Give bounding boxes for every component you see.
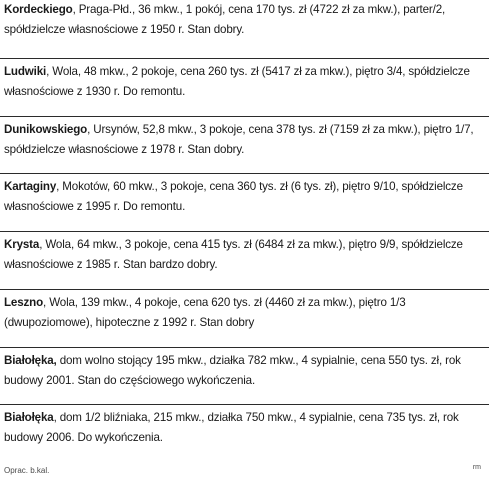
listing-entry xyxy=(0,0,489,58)
listing-details: , Ursynów, 52,8 mkw., 3 pokoje, cena 378 tys. zł (7159 zł za mkw.), piętro 1/7, spółdzielcze własnościowe z 1978 r. Stan dobry. xyxy=(4,122,474,156)
listing-street: Kartaginy xyxy=(4,180,57,194)
listing-entry xyxy=(0,173,489,231)
listing-entry xyxy=(0,289,489,347)
listing-entry xyxy=(0,58,489,116)
credit-text: Oprac. b.kal. xyxy=(4,466,50,475)
listing-details: , Wola, 48 mkw., 2 pokoje, cena 260 tys. zł (5417 zł za mkw.), piętro 3/4, spółdzielcze własnościowe z 1930 r. Do remontu. xyxy=(4,64,470,98)
listing-details: , Mokotów, 60 mkw., 3 pokoje, cena 360 tys. zł (6 tys. zł), piętro 9/10, spółdzielcze własnościowe z 1995 r. Do remontu. xyxy=(4,180,463,214)
footer xyxy=(0,463,489,480)
listing-details: , Praga-Płd., 36 mkw., 1 pokój, cena 170 tys. zł (4722 zł za mkw.), parter/2, spółdzielcze własnościowe z 1950 r. Stan dobry. xyxy=(4,3,446,36)
listing-street: Dunikowskiego xyxy=(4,122,88,136)
listing-street: Ludwiki xyxy=(4,64,47,78)
listing-street: Białołęka, xyxy=(4,353,57,367)
listing-street: Leszno xyxy=(4,295,44,309)
listing-street: Kordeckiego xyxy=(4,3,73,16)
listing-details: , dom 1/2 bliźniaka, 215 mkw., działka 750 mkw., 4 sypialnie, cena 735 tys. zł, rok budowy 2006. Do wykończenia. xyxy=(4,411,459,445)
author-mark: rm xyxy=(472,464,481,471)
listing-details: , Wola, 139 mkw., 4 pokoje, cena 620 tys. zł (4460 zł za mkw.), piętro 1/3 (dwupoziomowe), hipoteczne z 1992 r. Stan dobry xyxy=(4,295,406,329)
listing-entry xyxy=(0,404,489,462)
listing-street: Białołęka xyxy=(4,411,54,425)
listing-entry xyxy=(0,231,489,289)
listing-street: Krysta xyxy=(4,238,40,251)
listing-details: , Wola, 64 mkw., 3 pokoje, cena 415 tys. zł (6484 zł za mkw.), piętro 9/9, spółdzielcze własnościowe z 1985 r. Stan bardzo dobry. xyxy=(4,238,463,271)
listing-details: dom wolno stojący 195 mkw., działka 782 mkw., 4 sypialnie, cena 550 tys. zł, rok budowy 2001. Stan do częściowego wykończenia. xyxy=(4,353,461,387)
listing-entry xyxy=(0,116,489,174)
listing-entry xyxy=(0,347,489,405)
